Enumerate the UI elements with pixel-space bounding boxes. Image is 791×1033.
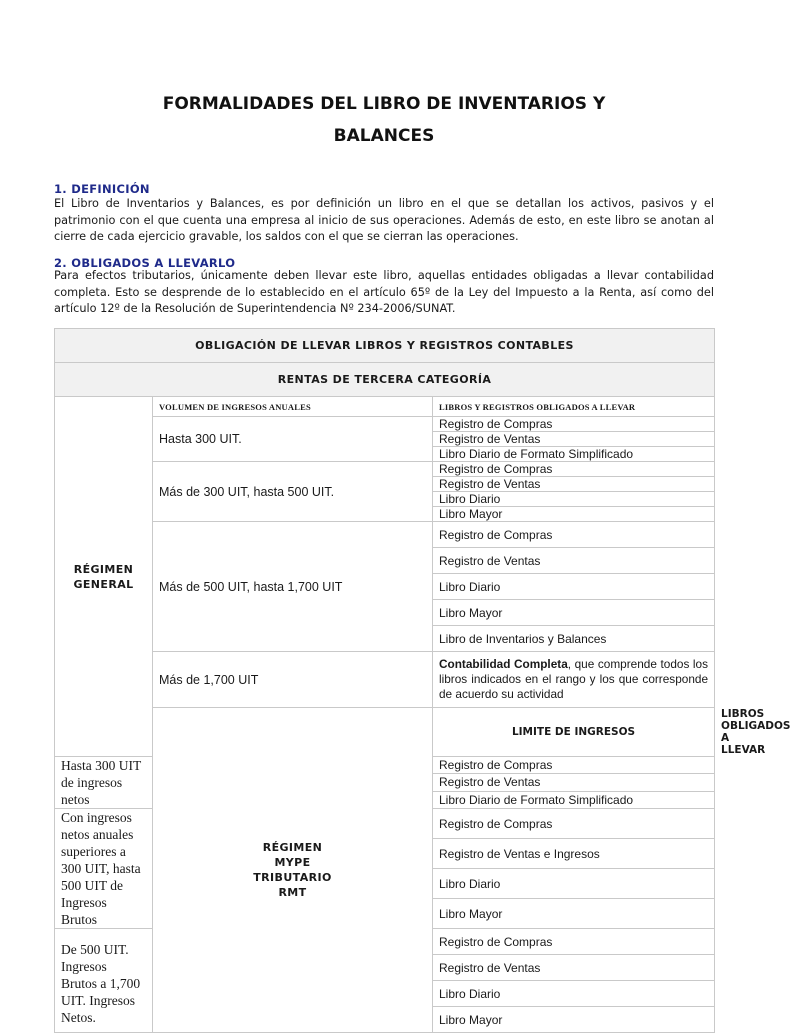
title-line-2: BALANCES: [333, 126, 435, 146]
table-cell: Registro de Compras: [433, 809, 715, 839]
mype-tier-3-volume: De 500 UIT. Ingresos Brutos a 1,700 UIT. Ingresos Netos.: [55, 929, 153, 1033]
table-cell: Libro Mayor: [433, 600, 715, 626]
regimen-mype-label: RÉGIMEN MYPE TRIBUTARIO RMT: [153, 708, 433, 1033]
general-tier-2-volume: Más de 300 UIT, hasta 500 UIT.: [153, 462, 433, 522]
regimen-general-label: RÉGIMEN GENERAL: [55, 397, 153, 757]
obligations-table: OBLIGACIÓN DE LLEVAR LIBROS Y REGISTROS CONTABLES RENTAS DE TERCERA CATEGORÍA RÉGIMEN GENERAL VOLUMEN DE INGRESOS ANUALES LIBROS Y REGISTROS OBLIGADOS A LLEVAR Hasta 300 UIT. Registro de Compras Registro de Ventas Libro Diario de Formato Simplificado Más de 300 UIT, hasta 500 UIT. Registro de Compras Registro de Ventas Libro Diario Libro Mayor Más de 500 UIT, hasta 1,700 UIT Registro de Compras Registro de Ventas Libro Diario Libro Mayor Libro de Inventarios y Balances Más de 1,700 UIT Contabilidad Completa, que comprende todos los libros indicados en el rango y los que corresponde de acuerdo su actividad RÉGIMEN MYPE TRIBUTARIO RMT LIMITE DE INGRESOS LIBROS OBLIGADOS A LLEVAR Hasta 300 UIT de ingresos netos Registro de Compras Registro de Ventas Libro Diario de Formato Simplificado Con ingresos netos anuales superiores a 300 UIT, hasta 500 UIT de Ingresos Brutos Registro de Compras Registro de Ventas e Ingresos Libro Diario Libro Mayor De 500 UIT. Ingresos Brutos a 1,700 UIT. Ingresos Netos. Registro de Compras Registro de Ventas Libro Diario Libro Mayor: [54, 328, 715, 1033]
table-cell: Libro de Inventarios y Balances: [433, 626, 715, 652]
table-cell: Libro Mayor: [433, 507, 715, 522]
column-header-libros: LIBROS Y REGISTROS OBLIGADOS A LLEVAR: [433, 397, 715, 417]
table-cell: Registro de Compras: [433, 522, 715, 548]
section-text-definicion: El Libro de Inventarios y Balances, es por definición un libro en el que se detallan los activos, pasivos y el patrimonio con el que cuenta una empresa al inicio de sus operaciones. Además de esto, en este libro se anotan al cierre de cada ejercicio gravable, los saldos con el que se cierran las operaciones.: [54, 197, 714, 243]
table-cell: Libro Diario: [433, 869, 715, 899]
mype-tier-1-volume: Hasta 300 UIT de ingresos netos: [55, 757, 153, 809]
table-subheader: RENTAS DE TERCERA CATEGORÍA: [55, 363, 715, 397]
column-header-limite: LIMITE DE INGRESOS: [433, 708, 715, 757]
table-cell: Libro Diario: [433, 981, 715, 1007]
column-header-volumen: VOLUMEN DE INGRESOS ANUALES: [153, 397, 433, 417]
general-tier-4-volume: Más de 1,700 UIT: [153, 652, 433, 708]
section-heading-definicion: 1. DEFINICIÓN: [54, 182, 150, 196]
table-cell: Registro de Ventas: [433, 548, 715, 574]
table-cell: Registro de Compras: [433, 462, 715, 477]
table-cell: Registro de Compras: [433, 417, 715, 432]
table-cell: Libro Mayor: [433, 899, 715, 929]
table-cell: Registro de Ventas: [433, 477, 715, 492]
general-tier-4-description: [433, 652, 715, 708]
table-cell: Registro de Ventas: [433, 774, 715, 791]
mype-tier-2-volume: Con ingresos netos anuales superiores a 300 UIT, hasta 500 UIT de Ingresos Brutos: [55, 809, 153, 929]
general-tier-1-volume: Hasta 300 UIT.: [153, 417, 433, 462]
contabilidad-completa-label: Contabilidad Completa: [439, 657, 568, 671]
title-line-1: FORMALIDADES DEL LIBRO DE INVENTARIOS Y: [162, 94, 606, 114]
table-cell: Libro Diario de Formato Simplificado: [433, 447, 715, 462]
section-heading-obligados: 2. OBLIGADOS A LLEVARLO: [54, 256, 236, 270]
table-cell: Libro Diario de Formato Simplificado: [433, 791, 715, 808]
table-cell: Registro de Compras: [433, 929, 715, 955]
general-tier-3-volume: Más de 500 UIT, hasta 1,700 UIT: [153, 522, 433, 652]
page-title: [60, 88, 708, 152]
table-cell: Libro Mayor: [433, 1007, 715, 1033]
table-cell: Registro de Ventas: [433, 432, 715, 447]
table-header: OBLIGACIÓN DE LLEVAR LIBROS Y REGISTROS CONTABLES: [55, 329, 715, 363]
section-text-obligados: Para efectos tributarios, únicamente deben llevar este libro, aquellas entidades obligadas a llevar contabilidad completa. Esto se desprende de lo establecido en el artículo 65º de la Ley del Impuesto a la Renta, así como del artículo 12º de la Resolución de Superintendencia Nº 234-2006/SUNAT.: [54, 269, 714, 315]
table-cell: Libro Diario: [433, 574, 715, 600]
contabilidad-completa-text: , que comprende todos los libros indicados en el rango y los que corresponde de acuerdo su actividad: [439, 657, 709, 701]
table-cell: Registro de Ventas e Ingresos: [433, 839, 715, 869]
table-cell: Registro de Ventas: [433, 955, 715, 981]
table-cell: Libro Diario: [433, 492, 715, 507]
table-cell: Registro de Compras: [433, 757, 715, 774]
obligations-table-container: [54, 328, 791, 1027]
